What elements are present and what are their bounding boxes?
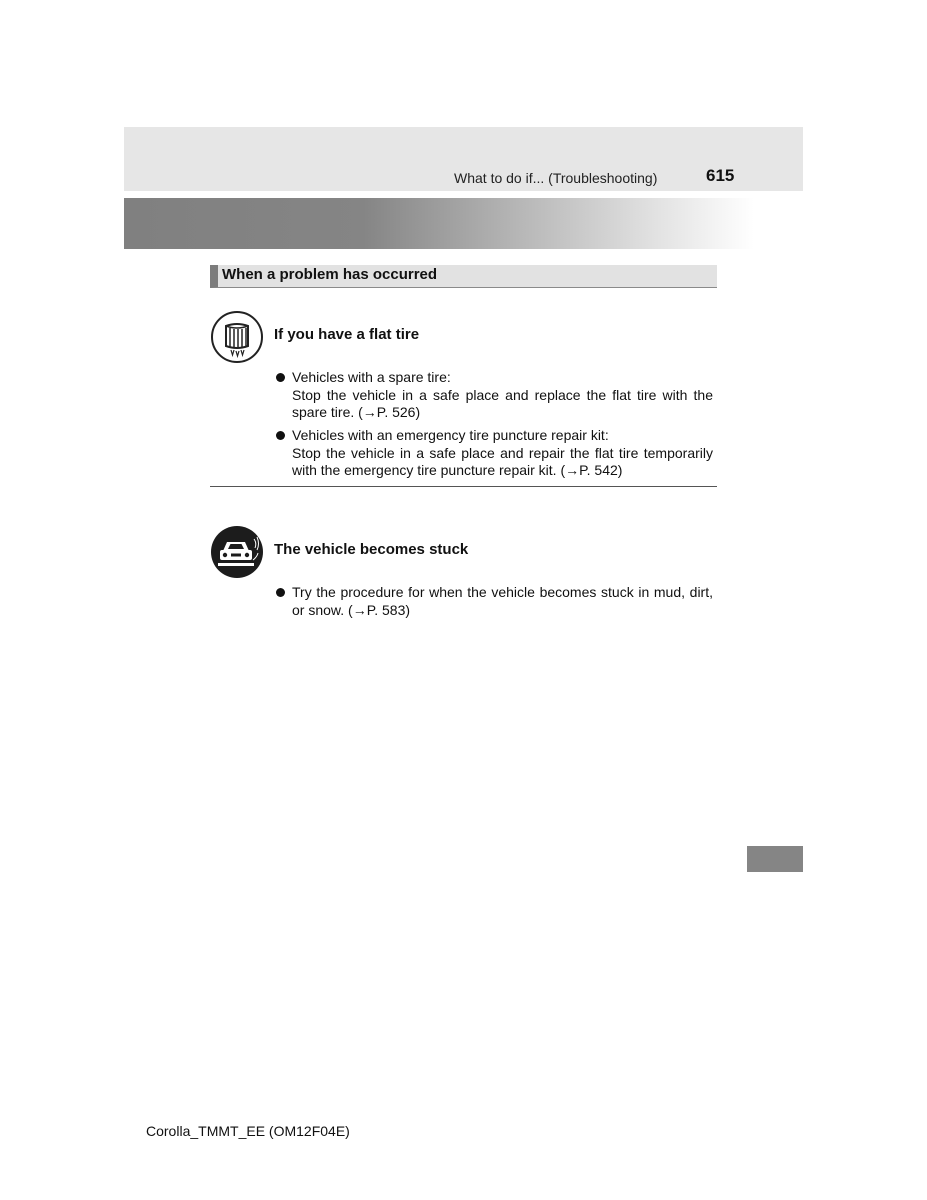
item-line: Stop the vehicle in a safe place and repair the flat tire temporarily (292, 444, 713, 461)
bullet-dot (276, 431, 285, 440)
stuck-heading: The vehicle becomes stuck (274, 541, 469, 558)
item-line: Vehicles with a spare tire: (292, 369, 451, 385)
item-line: spare tire. (→P. 526) (292, 404, 421, 420)
chapter-title: What to do if... (Troubleshooting) (454, 170, 658, 186)
stuck-procedure-item (292, 584, 713, 619)
item-line: or snow. (→P. 583) (292, 601, 411, 618)
bullet-dot (276, 373, 285, 382)
section-heading (210, 265, 717, 288)
item-line: Stop the vehicle in a safe place and replace the flat tire with the (292, 386, 713, 403)
item-line: Vehicles with an emergency tire puncture repair kit: (292, 427, 609, 443)
item-line: with the emergency tire puncture repair kit. (→P. 542) (292, 462, 623, 478)
thumb-index-tab (747, 846, 803, 872)
item-line: Try the procedure for when the vehicle becomes stuck in mud, dirt, (292, 584, 713, 600)
flat-tire-heading: If you have a flat tire (274, 326, 420, 343)
section-divider (210, 486, 717, 487)
chapter-gradient-bar (124, 198, 754, 249)
section-heading-text: When a problem has occurred (222, 266, 438, 283)
footer-document-id: Corolla_TMMT_EE (OM12F04E) (146, 1123, 350, 1139)
page-number: 615 (706, 166, 735, 185)
flat-tire-spare-item (292, 369, 713, 422)
flat-tire-icon (211, 311, 263, 363)
bullet-dot (276, 588, 285, 597)
stuck-vehicle-icon (211, 526, 263, 578)
flat-tire-repair-kit-item (292, 427, 713, 480)
